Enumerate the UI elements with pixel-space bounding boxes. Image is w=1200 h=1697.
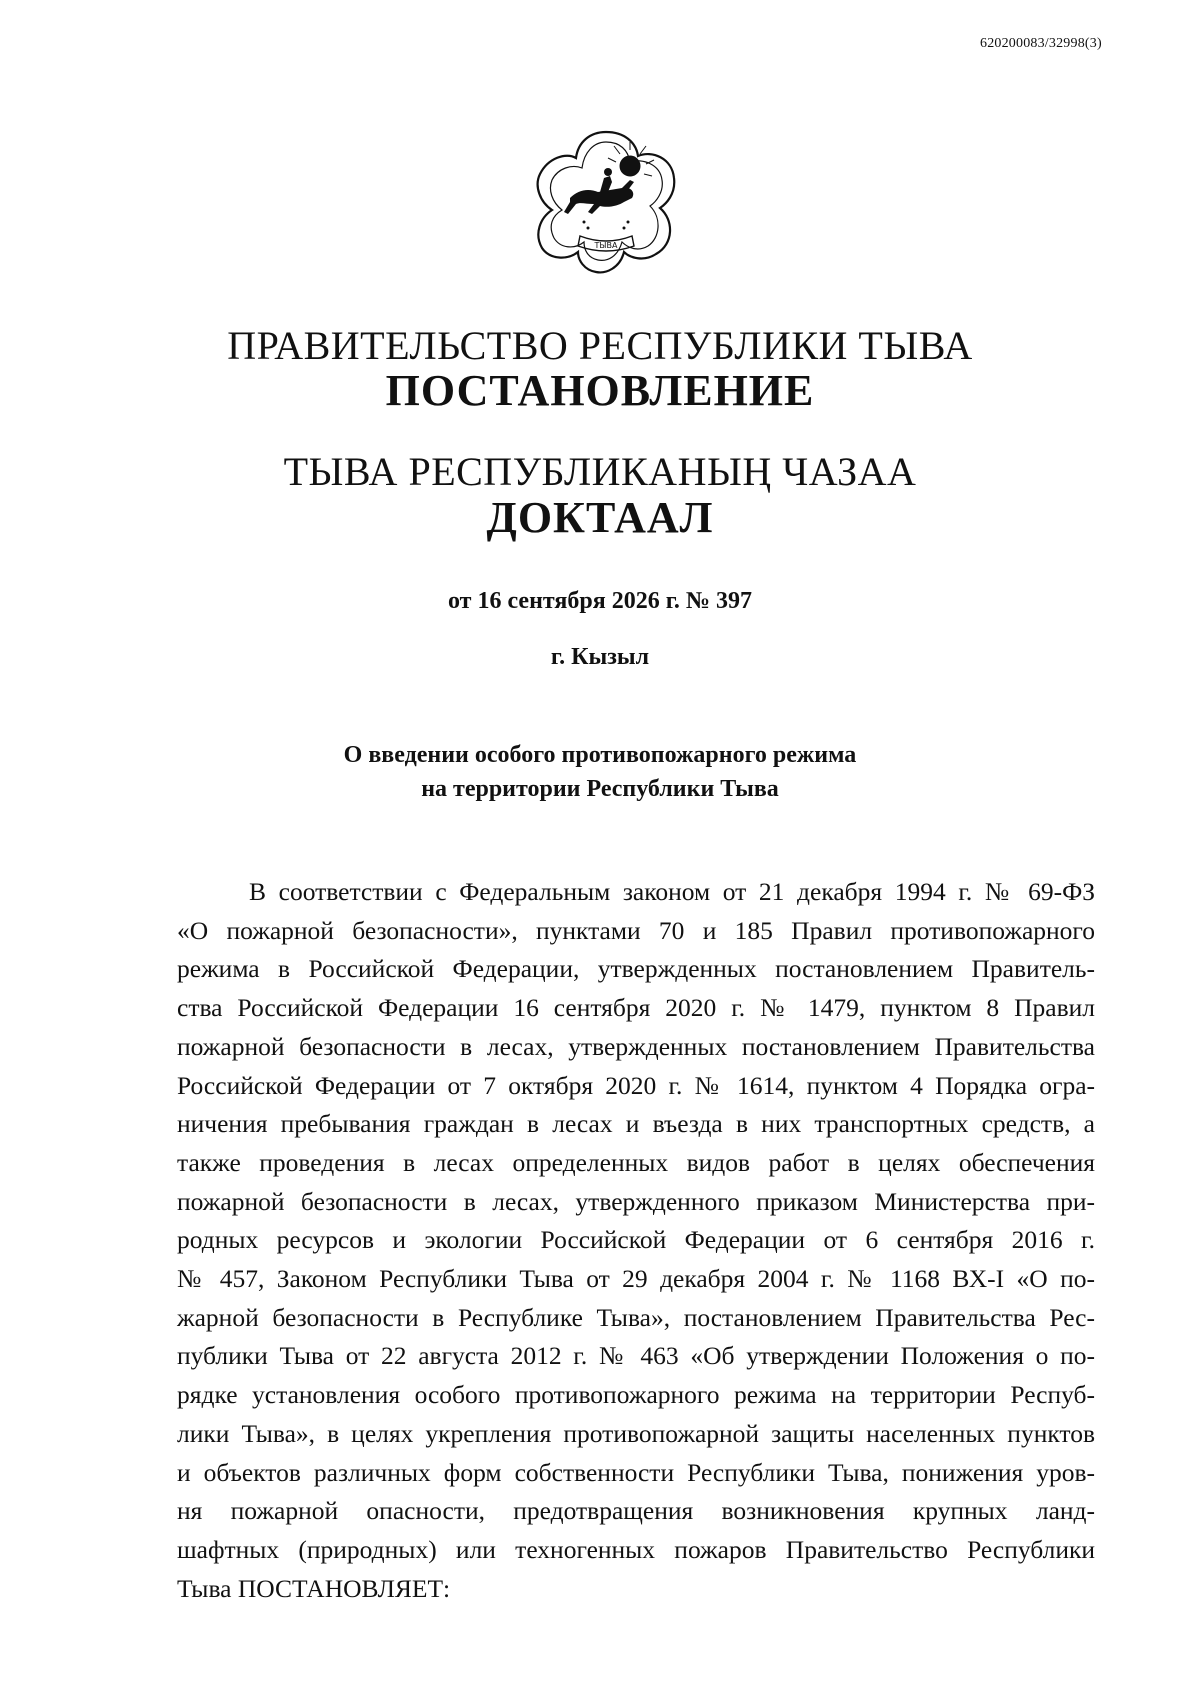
body-line: жарной безопасности в Республике Тыва», постановлением Правительства Рес-	[177, 1302, 1095, 1332]
decree-heading-ru: ПОСТАНОВЛЕНИЕ	[385, 366, 815, 415]
body-line: публики Тыва от 22 августа 2012 г. № 463 «Об утверждении Положения о по-	[177, 1341, 1095, 1371]
government-name-tv: ТЫВА РЕСПУБЛИКАНЫҢ ЧАЗАА	[283, 449, 917, 494]
body-line: лики Тыва», в целях укрепления противопожарной защиты населенных пунктов	[177, 1418, 1095, 1448]
body-line: ня пожарной опасности, предотвращения возникновения крупных ланд-	[177, 1496, 1095, 1526]
body-line: «О пожарной безопасности», пунктами 70 и 185 Правил противопожарного	[177, 915, 1095, 945]
body-line: ничения пребывания граждан в лесах и въезда в них транспортных средств, а	[177, 1109, 1095, 1139]
body-line: также проведения в лесах определенных видов работ в целях обеспечения	[177, 1147, 1095, 1177]
body-line: пожарной безопасности в лесах, утвержденного приказом Министерства при-	[177, 1186, 1095, 1216]
body-line: шафтных (природных) или техногенных пожаров Правительство Республики	[177, 1534, 1095, 1564]
body-line: В соответствии с Федеральным законом от 21 декабря 1994 г. № 69-ФЗ	[249, 877, 1095, 906]
decree-title-line: О введении особого противопожарного режима	[343, 742, 857, 768]
tuva-coat-of-arms-icon	[526, 122, 686, 282]
body-line: № 457, Законом Республики Тыва от 29 декабря 2004 г. № 1168 ВХ-I «О по-	[177, 1264, 1095, 1294]
coat-of-arms-emblem	[526, 122, 686, 282]
decree-title	[0, 738, 1200, 806]
government-name-ru: ПРАВИТЕЛЬСТВО РЕСПУБЛИКИ ТЫВА	[227, 323, 973, 368]
decree-title-line: на территории Республики Тыва	[421, 776, 779, 802]
body-line: родных ресурсов и экологии Российской Федерации от 6 сентября 2016 г.	[177, 1225, 1095, 1255]
emblem-ribbon-text: ТЫВА	[594, 241, 618, 250]
body-line: режима в Российской Федерации, утвержденных постановлением Правитель-	[177, 954, 1095, 984]
body-line: пожарной безопасности в лесах, утвержденных постановлением Правительства	[177, 1031, 1095, 1061]
document-number: 620200083/32998(3)	[980, 36, 1102, 51]
body-line: рядке установления особого противопожарного режима на территории Респуб-	[177, 1380, 1095, 1410]
decree-city: г. Кызыл	[550, 644, 650, 670]
decree-heading-tv: ДОКТААЛ	[486, 493, 714, 542]
body-line: ства Российской Федерации 16 сентября 2020 г. № 1479, пунктом 8 Правил	[177, 993, 1095, 1023]
decree-date: от 16 сентября 2026 г. № 397	[448, 588, 752, 614]
body-line: Тыва ПОСТАНОВЛЯЕТ:	[177, 1573, 451, 1603]
decree-body	[177, 873, 1095, 1608]
body-line: Российской Федерации от 7 октября 2020 г. № 1614, пунктом 4 Порядка огра-	[177, 1070, 1095, 1100]
body-line: и объектов различных форм собственности Республики Тыва, понижения уров-	[177, 1457, 1095, 1487]
